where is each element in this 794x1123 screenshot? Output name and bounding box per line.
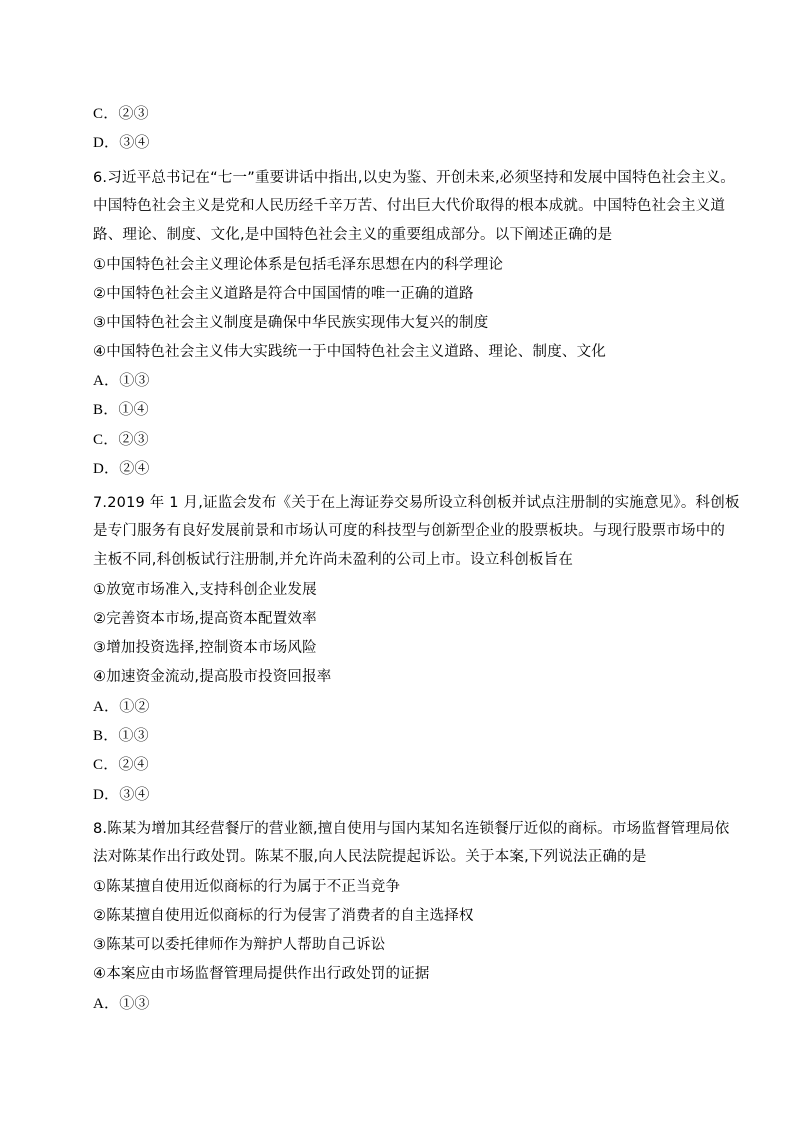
q7-statement-4: ④加速资金流动,提高股市投资回报率: [93, 669, 332, 685]
q8-statement-2: ②陈某擅自使用近似商标的行为侵害了消费者的自主选择权: [93, 908, 474, 924]
q6-option-c: C．②③: [93, 432, 149, 448]
q6-statement-4: ④中国特色社会主义伟大实践统一于中国特色社会主义道路、理论、制度、文化: [93, 344, 606, 360]
q8-statement-4: ④本案应由市场监督管理局提供作出行政处罚的证据: [93, 966, 430, 982]
q6-statement-3: ③中国特色社会主义制度是确保中华民族实现伟大复兴的制度: [93, 315, 489, 331]
q7-stem-line-1: 7.2019 年 1 月,证监会发布《关于在上海证券交易所设立科创板并试点注册制的实施意见》。科创板: [93, 495, 740, 511]
q8-statement-3: ③陈某可以委托律师作为辩护人帮助自己诉讼: [93, 937, 386, 953]
q7-option-a: A．①②: [93, 699, 150, 715]
q7-statement-2: ②完善资本市场,提高资本配置效率: [93, 611, 317, 627]
q7-statement-3: ③增加投资选择,控制资本市场风险: [93, 640, 317, 656]
q6-statement-1: ①中国特色社会主义理论体系是包括毛泽东思想在内的科学理论: [93, 257, 504, 273]
option-d-prev: D．③④: [93, 135, 150, 151]
q7-stem-line-3: 主板不同,科创板试行注册制,并允许尚未盈利的公司上市。设立科创板旨在: [93, 552, 574, 568]
q6-option-b: B．①④: [93, 402, 149, 418]
q6-stem-line-2: 中国特色社会主义是党和人民历经千辛万苦、付出巨大代价取得的根本成就。中国特色社会主义道: [93, 198, 726, 214]
q7-stem-line-2: 是专门服务有良好发展前景和市场认可度的科技型与创新型企业的股票板块。与现行股票市场中的: [93, 523, 726, 539]
q8-option-a: A．①③: [93, 996, 150, 1012]
q7-option-d: D．③④: [93, 787, 150, 803]
q8-stem-line-1: 8.陈某为增加其经营餐厅的营业额,擅自使用与国内某知名连锁餐厅近似的商标。市场监督管理局依: [93, 821, 730, 837]
q7-option-b: B．①③: [93, 728, 149, 744]
q6-option-a: A．①③: [93, 373, 150, 389]
q6-stem-line-1: 6.习近平总书记在“七一”重要讲话中指出,以史为鉴、开创未来,必须坚持和发展中国特色社会主义。: [93, 170, 735, 186]
q6-stem-line-3: 路、理论、制度、文化,是中国特色社会主义的重要组成部分。以下阐述正确的是: [93, 227, 613, 243]
q7-option-c: C．②④: [93, 757, 149, 773]
q7-statement-1: ①放宽市场准入,支持科创企业发展: [93, 582, 317, 598]
q8-statement-1: ①陈某擅自使用近似商标的行为属于不正当竞争: [93, 879, 401, 895]
option-c-prev: C．②③: [93, 106, 149, 122]
q8-stem-line-2: 法对陈某作出行政处罚。陈某不服,向人民法院提起诉讼。关于本案,下列说法正确的是: [93, 849, 647, 865]
q6-statement-2: ②中国特色社会主义道路是符合中国国情的唯一正确的道路: [93, 286, 474, 302]
q6-option-d: D．②④: [93, 461, 150, 477]
